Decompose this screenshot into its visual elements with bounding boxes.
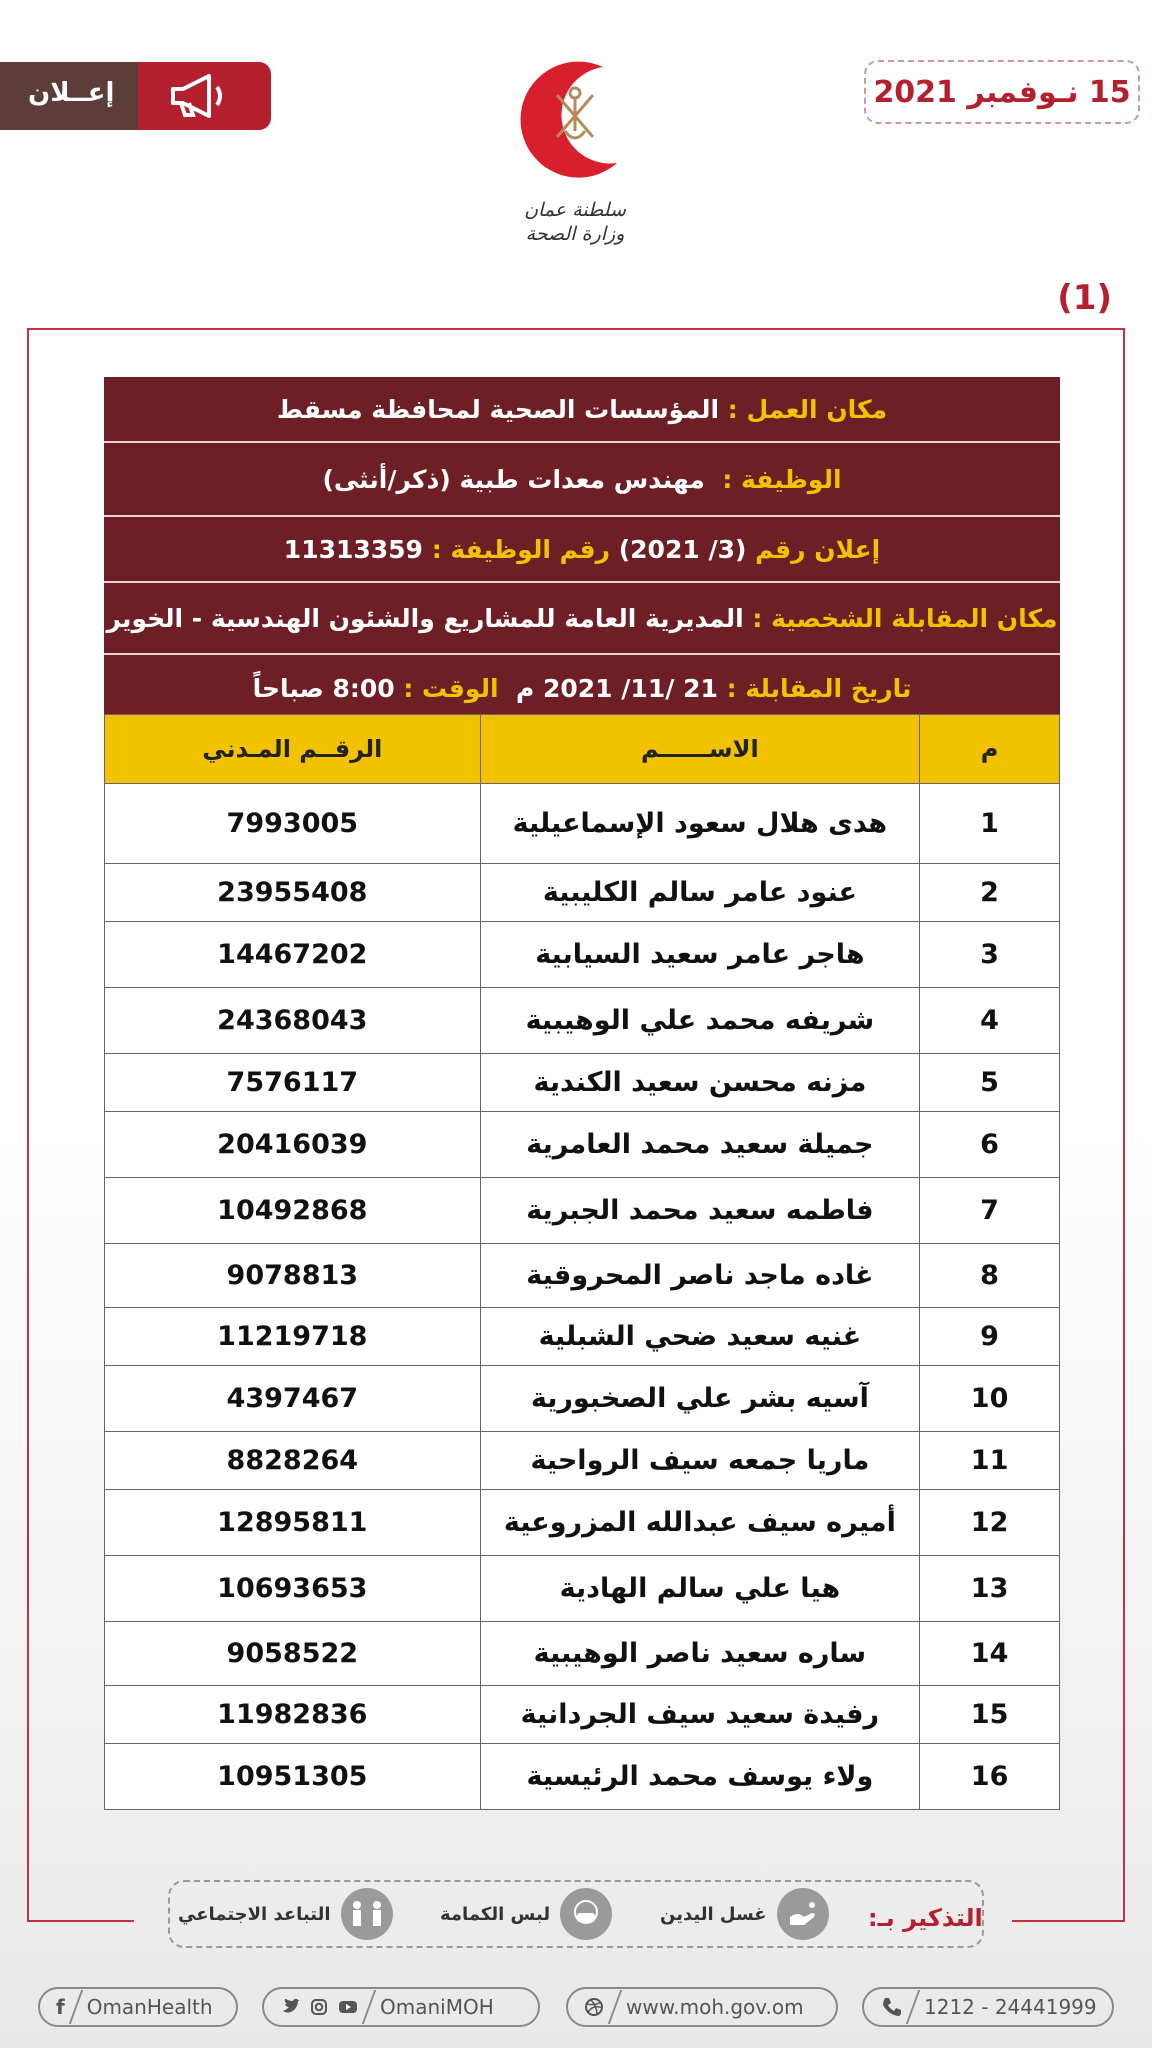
civil-number-cell: 9058522 [105,1622,481,1686]
ministry-name-line1: سلطنة عمان [524,199,626,221]
interview-place-value: المديرية العامة للمشاريع والشئون الهندسية - الخوير [106,603,744,633]
name-cell: غنيه سعيد ضحي الشبلية [480,1308,920,1366]
table-row [105,1112,1060,1178]
time-value: 8:00 صباحاً [252,673,395,703]
name-cell: هدى هلال سعود الإسماعيلية [480,784,920,864]
tip-label: لبس الكمامة [440,1903,551,1925]
separator [906,1990,920,2024]
row-number-cell: 4 [920,988,1060,1054]
ministry-name-line2: وزارة الصحة [525,223,625,245]
interview-date-row [104,655,1060,723]
table-row [105,1178,1060,1244]
social-distance-icon [341,1888,393,1940]
civil-number-cell: 7993005 [105,784,481,864]
row-number-cell: 12 [920,1490,1060,1556]
table-row [105,1556,1060,1622]
workplace-row [104,377,1060,443]
ad-number-row [104,517,1060,583]
name-header: الاســــــم [480,715,920,784]
civil-number-cell: 11219718 [105,1308,481,1366]
announcement-date: 15 نـوفمبر 2021 [873,74,1131,110]
announcement-info [104,377,1060,723]
interview-date-value: 21 /11/ 2021 م [515,673,718,703]
number-header: م [920,715,1060,784]
instagram-icon[interactable] [310,1998,328,2016]
tip-handwash [660,1888,829,1940]
job-number-value: 11313359 [283,534,423,564]
interview-place-label: مكان المقابلة الشخصية : [752,603,1058,633]
ministry-logo [505,55,645,180]
website-url: www.moh.gov.om [626,1995,804,2019]
social-handle: OmaniMOH [380,1995,494,2019]
frame-bottom-left [27,1920,134,1922]
row-number-cell: 11 [920,1432,1060,1490]
job-label: الوظيفة : [722,464,842,494]
row-number-cell: 13 [920,1556,1060,1622]
tip-mask [440,1888,612,1940]
facebook-icon: f [56,1995,65,2019]
row-number-cell: 5 [920,1054,1060,1112]
job-value: مهندس معدات طبية (ذكر/أنثى) [322,464,705,494]
civil-number-cell: 10951305 [105,1744,481,1810]
tip-label: غسل اليدين [660,1903,767,1925]
social-links[interactable] [262,1987,540,2027]
job-number-label: رقم الوظيفة : [431,534,610,564]
name-cell: جميلة سعيد محمد العامرية [480,1112,920,1178]
row-number-cell: 14 [920,1622,1060,1686]
row-number-cell: 9 [920,1308,1060,1366]
website-link[interactable] [566,1987,838,2027]
twitter-icon[interactable] [282,1999,300,2015]
interview-place-row [104,583,1060,655]
reminder-title: التذكير بـ: [868,1904,983,1932]
tip-label: التباعد الاجتماعي [178,1903,331,1925]
handwash-icon [777,1888,829,1940]
civil-number-cell: 4397467 [105,1366,481,1432]
table-row [105,1432,1060,1490]
name-cell: فاطمه سعيد محمد الجبرية [480,1178,920,1244]
ministry-name [480,198,670,246]
name-cell: ولاء يوسف محمد الرئيسية [480,1744,920,1810]
table-row [105,922,1060,988]
phone-number: 1212 - 24441999 [924,1995,1097,2019]
row-number-cell: 16 [920,1744,1060,1810]
name-cell: مزنه محسن سعيد الكندية [480,1054,920,1112]
name-cell: ماريا جمعه سيف الرواحية [480,1432,920,1490]
workplace-value: المؤسسات الصحية لمحافظة مسقط [276,394,720,424]
name-cell: غاده ماجد ناصر المحروقية [480,1244,920,1308]
facebook-handle: OmanHealth [86,1995,213,2019]
announcement-banner [0,62,271,130]
announcement-label: إعــلان [28,78,115,108]
table-row [105,1308,1060,1366]
ad-label: إعلان رقم [755,534,881,564]
frame-bottom-right [1012,1920,1125,1922]
youtube-icon[interactable] [338,1999,358,2015]
row-number-cell: 1 [920,784,1060,864]
row-number-cell: 15 [920,1686,1060,1744]
name-cell: هاجر عامر سعيد السيابية [480,922,920,988]
megaphone-icon [165,71,235,121]
workplace-label: مكان العمل : [727,394,888,424]
name-cell: شريفه محمد علي الوهيبية [480,988,920,1054]
dribbble-icon [584,1997,604,2017]
civil-number-cell: 24368043 [105,988,481,1054]
name-cell: ساره سعيد ناصر الوهيبية [480,1622,920,1686]
row-number-cell: 7 [920,1178,1060,1244]
name-cell: أميره سيف عبدالله المزروعية [480,1490,920,1556]
table-row [105,1490,1060,1556]
separator [362,1990,376,2024]
table-row [105,1686,1060,1744]
name-cell: عنود عامر سالم الكليبية [480,864,920,922]
date-badge [864,60,1140,124]
row-number-cell: 6 [920,1112,1060,1178]
civil-number-cell: 14467202 [105,922,481,988]
job-row [104,443,1060,517]
row-number-cell: 3 [920,922,1060,988]
facebook-link[interactable] [38,1987,238,2027]
table-row [105,864,1060,922]
civil-number-cell: 11982836 [105,1686,481,1744]
civil-number-header: الرقــم المـدني [105,715,481,784]
civil-number-cell: 10492868 [105,1178,481,1244]
civil-number-cell: 10693653 [105,1556,481,1622]
page-number: (1) [1057,278,1112,318]
table-row [105,1244,1060,1308]
name-cell: رفيدة سعيد سيف الجردانية [480,1686,920,1744]
civil-number-cell: 12895811 [105,1490,481,1556]
row-number-cell: 2 [920,864,1060,922]
tip-distancing [178,1888,393,1940]
civil-number-cell: 7576117 [105,1054,481,1112]
name-cell: هيا علي سالم الهادية [480,1556,920,1622]
table-row [105,784,1060,864]
civil-number-cell: 8828264 [105,1432,481,1490]
table-row [105,1622,1060,1686]
table-row [105,1054,1060,1112]
name-cell: آسيه بشر علي الصخبورية [480,1366,920,1432]
phone-icon [880,1996,902,2018]
table-row [105,988,1060,1054]
civil-number-cell: 23955408 [105,864,481,922]
row-number-cell: 8 [920,1244,1060,1308]
ad-value: (3/ 2021) [618,534,747,564]
table-row [105,1366,1060,1432]
table-header-row [105,715,1060,784]
interview-date-label: تاريخ المقابلة : [726,673,912,703]
civil-number-cell: 20416039 [105,1112,481,1178]
separator [608,1990,622,2024]
separator [69,1990,83,2024]
table-row [105,1744,1060,1810]
mask-icon [560,1888,612,1940]
row-number-cell: 10 [920,1366,1060,1432]
time-label: الوقت : [403,673,499,703]
phone-link[interactable] [862,1987,1114,2027]
civil-number-cell: 9078813 [105,1244,481,1308]
candidates-table [104,714,1060,1810]
